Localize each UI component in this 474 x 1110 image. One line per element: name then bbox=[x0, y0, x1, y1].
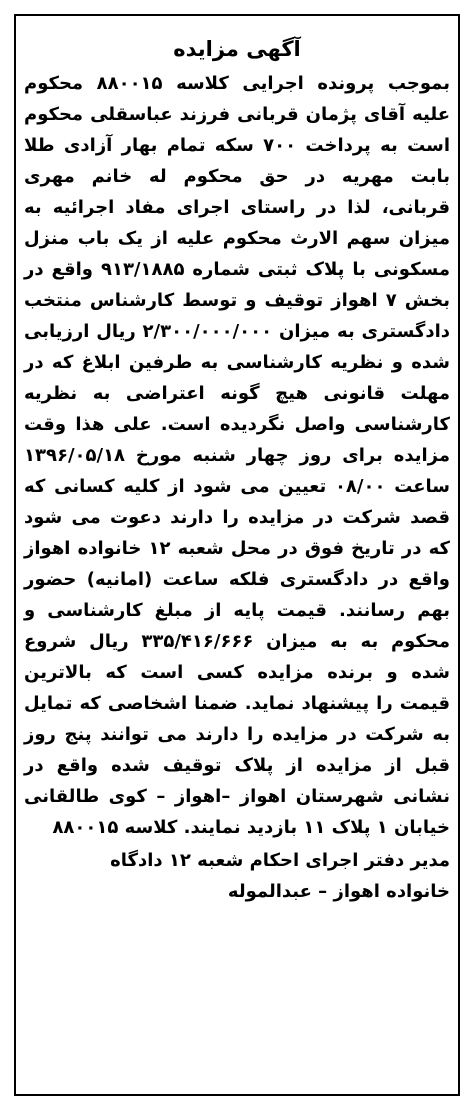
notice-signature bbox=[24, 845, 450, 907]
notice-body bbox=[24, 68, 450, 843]
auction-notice bbox=[14, 14, 460, 1096]
signature-line-2: خانواده اهواز – عبدالموله bbox=[227, 881, 450, 902]
notice-body-paragraph: بموجب پرونده اجرایی کلاسه ۸۸۰۰۱۵ محکوم علیه آقای پژمان قربانی فرزند عباسقلی محکوم است به پرداخت ۷۰۰ سکه تمام بهار آزادی طلا بابت مهریه در حق محکوم له خانم مهری قربانی، لذا در راستای اجرای مفاد اجرائیه به میزان سهم الارث محکوم علیه از یک باب منزل مسکونی با پلاک ثبتی شماره ۹۱۳/۱۸۸۵ واقع در بخش ۷ اهواز توقیف و توسط کارشناس منتخب دادگستری به میزان ۲/۳۰۰/۰۰۰/۰۰۰ ریال ارزیابی شده و نظریه کارشناسی به طرفین ابلاغ که در مهلت قانونی هیچ گونه اعتراضی به نظریه کارشناسی واصل نگردیده است. علی هذا وقت مزایده برای روز چهار شنبه مورخ ۱۳۹۶/۰۵/۱۸ ساعت ۰۸/۰۰ تعیین می شود از کلیه کسانی که قصد شرکت در مزایده را دارند دعوت می شود که در تاریخ فوق در محل شعبه ۱۲ خانواده اهواز واقع در دادگستری فلکه ساعت (امانیه) حضور بهم رسانند. قیمت پایه از مبلغ کارشناسی و محکوم به به میزان ۳۳۵/۴۱۶/۶۶۶ ریال شروع شده و برنده مزایده کسی است که بالاترین قیمت را پیشنهاد نماید. ضمنا اشخاصی که تمایل به شرکت در مزایده را دارند می توانند پنج روز قبل از مزایده از پلاک توقیف شده واقع در نشانی شهرستان اهواز –اهواز – کوی طالقانی خیابان ۱ پلاک ۱۱ بازدید نمایند. کلاسه ۸۸۰۰۱۵ bbox=[24, 73, 451, 838]
signature-line-1: مدیر دفتر اجرای احکام شعبه ۱۲ دادگاه bbox=[110, 850, 450, 871]
notice-title: آگهی مزایده bbox=[173, 37, 301, 61]
